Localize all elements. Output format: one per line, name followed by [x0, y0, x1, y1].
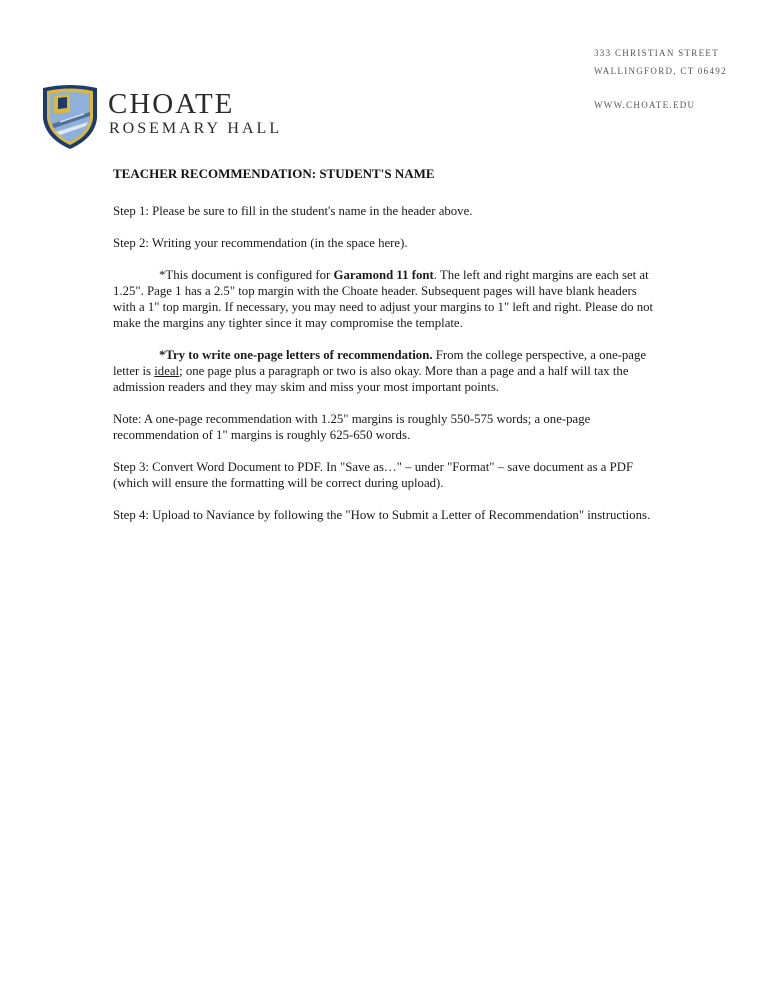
address-block [594, 44, 727, 114]
step-3: Step 3: Convert Word Document to PDF. In "Save as…" – under "Format" – save document as a PDF (which will ensure the formatting will be correct during upload). [113, 460, 634, 490]
document-heading: TEACHER RECOMMENDATION: STUDENT'S NAME [113, 166, 435, 181]
ideal-underlined: ideal [154, 364, 180, 378]
address-line-1: 333 CHRISTIAN STREET [594, 48, 719, 58]
config-paragraph [113, 267, 655, 331]
website-link[interactable]: WWW.CHOATE.EDU [594, 100, 696, 110]
one-page-bold: *Try to write one-page letters of recommendation. [159, 348, 433, 362]
school-subname: ROSEMARY HALL [109, 120, 283, 137]
config-rest: . The left and right margins are each set at 1.25". Page 1 has a 2.5" top margin with the Choate header. Subsequent pages will have blank headers with a 1" top margin. If necessary, you may need to adjust your margins to 1" left and right. Please do not make the margins any tighter since it may compromise the template. [113, 268, 654, 330]
one-page-text-b: ; one page plus a paragraph or two is also okay. More than a page and a half will tax the admission readers and they may skim and miss your most important points. [113, 364, 629, 394]
step-2: Step 2: Writing your recommendation (in the space here). [113, 236, 408, 250]
choate-crest-icon [40, 82, 100, 150]
letter-body [113, 166, 655, 539]
note-paragraph: Note: A one-page recommendation with 1.25" margins is roughly 550-575 words; a one-page recommendation of 1" margins is roughly 625-650 words. [113, 412, 591, 442]
step-1: Step 1: Please be sure to fill in the student's name in the header above. [113, 204, 473, 218]
address-line-2: WALLINGFORD, CT 06492 [594, 66, 727, 76]
config-prefix: *This document is configured for [159, 268, 334, 282]
config-font: Garamond 11 font [333, 268, 434, 282]
one-page-text-a: From the college perspective, a one-page letter is [113, 348, 647, 378]
school-name: CHOATE [108, 88, 235, 120]
step-4: Step 4: Upload to Naviance by following the "How to Submit a Letter of Recommendation" instructions. [113, 508, 651, 522]
one-page-paragraph [113, 347, 655, 395]
